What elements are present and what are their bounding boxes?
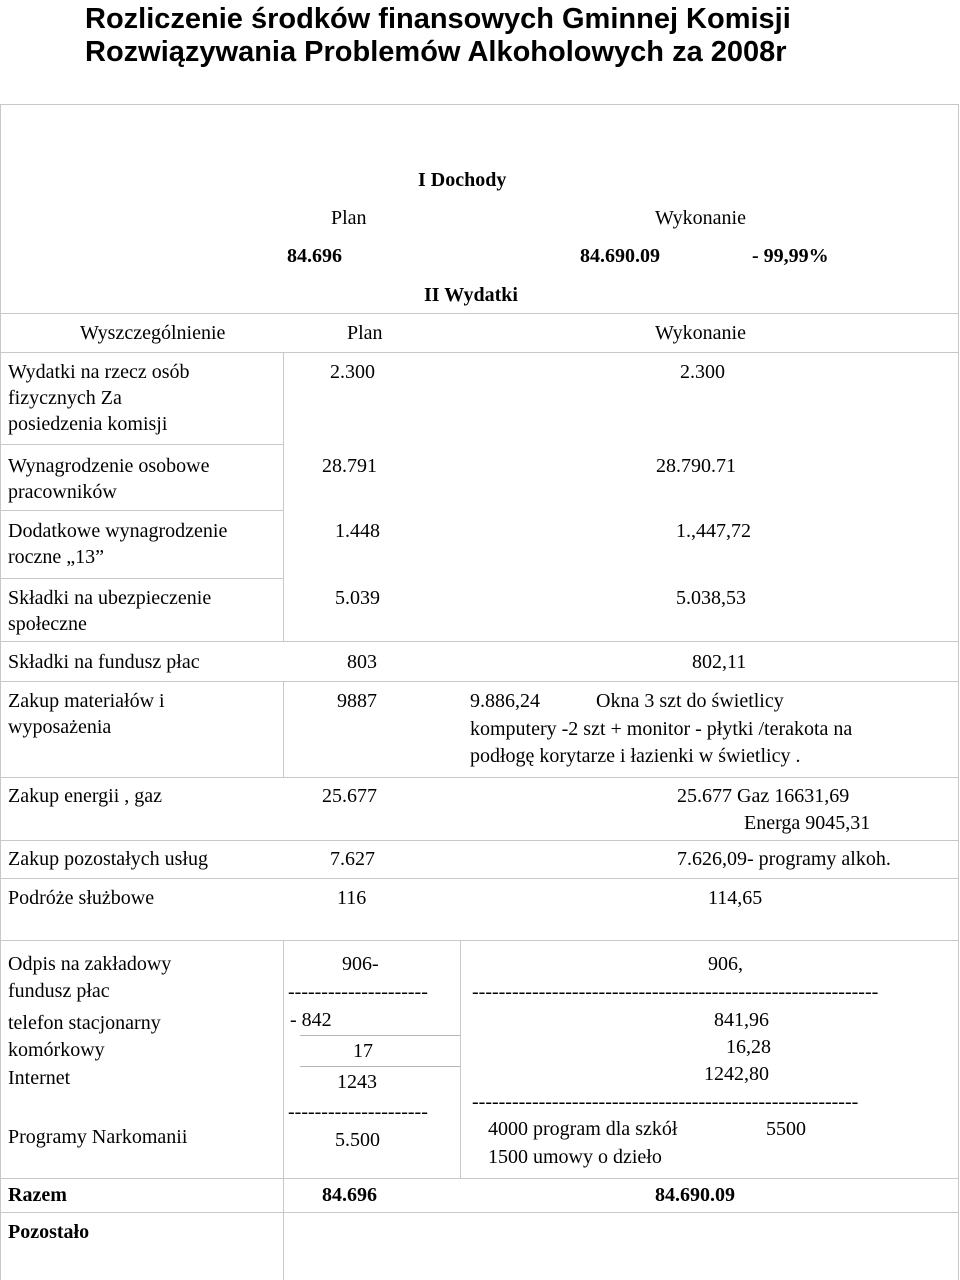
group-plan-separator: --------------------- (288, 1101, 428, 1123)
group-exec-value: 16,28 (726, 1036, 771, 1058)
group-exec-separator: ------------------------------------------------------------- (472, 981, 879, 1003)
group-exec-value: 1242,80 (704, 1063, 769, 1085)
group-plan-value: - 842 (290, 1009, 332, 1031)
column-header-description: Wyszczególnienie (80, 322, 226, 344)
group-exec-value: 4000 program dla szkół (488, 1118, 678, 1140)
group-description: telefon stacjonarny (8, 1012, 161, 1034)
group-plan-value: 906- (342, 953, 379, 975)
row-exec-value: 28.790.71 (656, 455, 736, 477)
row-note: Okna 3 szt do świetlicy (596, 690, 784, 712)
row-exec-value: 25.677 Gaz 16631,69 (677, 785, 850, 807)
row-description: Podróże służbowe (8, 887, 155, 909)
income-heading: I Dochody (418, 169, 507, 191)
row-description: Składki na ubezpieczenie (8, 587, 212, 609)
column-header-execution: Wykonanie (655, 322, 746, 344)
group-exec-value: 1500 umowy o dzieło (488, 1146, 662, 1168)
income-exec-label: Wykonanie (655, 207, 746, 229)
total-label: Razem (8, 1184, 67, 1206)
row-plan-value: 28.791 (322, 455, 377, 477)
page-title-line-1: Rozliczenie środków finansowych Gminnej Komisji (85, 3, 791, 35)
row-exec-value: 7.626,09- programy alkoh. (677, 848, 891, 870)
row-description: Zakup energii , gaz (8, 785, 163, 807)
group-description: komórkowy (8, 1039, 105, 1061)
row-plan-value: 1.448 (335, 520, 380, 542)
row-description: społeczne (8, 613, 87, 635)
expenses-heading: II Wydatki (424, 284, 518, 306)
row-description: Wydatki na rzecz osób (8, 361, 190, 383)
row-exec-value: 2.300 (680, 361, 725, 383)
row-exec-value: 114,65 (708, 887, 763, 909)
row-description: Wynagrodzenie osobowe (8, 455, 210, 477)
group-plan-separator: --------------------- (288, 981, 428, 1003)
row-exec-value: 802,11 (692, 651, 747, 673)
income-plan-value: 84.696 (287, 245, 342, 267)
row-description: pracowników (8, 481, 117, 503)
group-exec-value: 5500 (766, 1118, 806, 1140)
group-description: Odpis na zakładowy (8, 953, 172, 975)
row-plan-value: 116 (337, 887, 367, 909)
row-description: Zakup materiałów i (8, 690, 165, 712)
row-description: wyposażenia (8, 716, 112, 738)
row-description: Zakup pozostałych usług (8, 848, 208, 870)
row-plan-value: 25.677 (322, 785, 377, 807)
group-description: fundusz płac (8, 980, 110, 1002)
row-plan-value: 7.627 (330, 848, 375, 870)
row-plan-value: 2.300 (330, 361, 375, 383)
remaining-label: Pozostało (8, 1221, 90, 1243)
group-exec-separator: ---------------------------------------------------------- (472, 1091, 859, 1113)
row-plan-value: 9887 (337, 690, 377, 712)
row-plan-value: 5.039 (335, 587, 380, 609)
group-exec-value: 906, (708, 953, 743, 975)
row-plan-value: 803 (347, 651, 377, 673)
group-plan-value: 1243 (337, 1071, 377, 1093)
column-header-plan: Plan (347, 322, 383, 344)
page-title-line-2: Rozwiązywania Problemów Alkoholowych za 2008r (85, 36, 787, 68)
row-note: podłogę korytarze i łazienki w świetlicy . (470, 745, 801, 767)
group-plan-value: 17 (353, 1040, 373, 1062)
income-exec-value: 84.690.09 (580, 245, 660, 267)
row-description: Składki na fundusz płac (8, 651, 200, 673)
group-plan-value: 5.500 (335, 1129, 380, 1151)
row-exec-value: 9.886,24 (470, 690, 540, 712)
row-description: Dodatkowe wynagrodzenie (8, 520, 228, 542)
group-description: Internet (8, 1067, 71, 1089)
row-exec-value: 1.,447,72 (676, 520, 751, 542)
group-description: Programy Narkomanii (8, 1126, 188, 1148)
row-description: roczne „13” (8, 546, 105, 568)
row-description: fizycznych Za (8, 387, 122, 409)
row-description: posiedzenia komisji (8, 413, 168, 435)
row-exec-value: 5.038,53 (676, 587, 746, 609)
income-percent: - 99,99% (752, 245, 829, 267)
total-plan-value: 84.696 (322, 1184, 377, 1206)
group-exec-value: 841,96 (714, 1009, 769, 1031)
row-note: komputery -2 szt + monitor - płytki /terakota na (470, 718, 853, 740)
income-plan-label: Plan (331, 207, 367, 229)
row-exec-detail: Energa 9045,31 (744, 812, 871, 834)
total-exec-value: 84.690.09 (655, 1184, 735, 1206)
